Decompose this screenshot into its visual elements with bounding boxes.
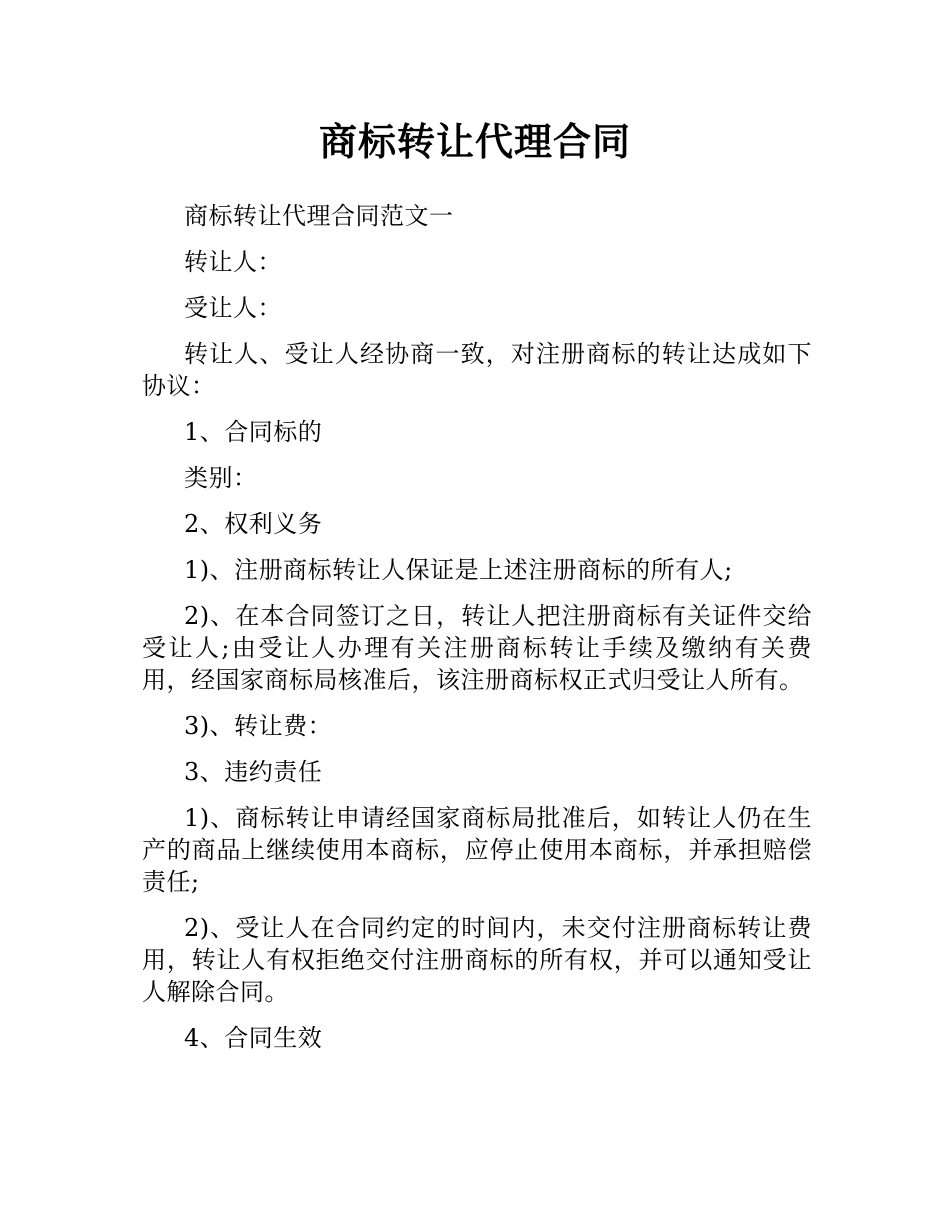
- section-heading-effective: 4、合同生效: [184, 1024, 323, 1052]
- section-heading-liability: 3、违约责任: [184, 758, 323, 786]
- document-title: 商标转让代理合同: [318, 120, 631, 164]
- paragraph-rights-3: 3)、转让费：: [184, 712, 333, 740]
- paragraph-agreement-intro: 转让人、受让人经协商一致，对注册商标的转让达成如下协议：: [142, 340, 812, 400]
- paragraph-category: 类别：: [184, 464, 258, 492]
- paragraph-liability-1: 1)、商标转让申请经国家商标局批准后，如转让人仍在生产的商品上继续使用本商标，应停止使用本商标，并承担赔偿责任;: [142, 804, 812, 896]
- document-body: [142, 200, 812, 1068]
- paragraph-rights-2: 2)、在本合同签订之日，转让人把注册商标有关证件交给受让人;由受让人办理有关注册商标转让手续及缴纳有关费用，经国家商标局核准后，该注册商标权正式归受让人所有。: [142, 602, 812, 694]
- paragraph-transferee: 受让人：: [184, 294, 282, 322]
- paragraph-transferor: 转让人：: [184, 248, 282, 276]
- section-heading-subject: 1、合同标的: [184, 418, 323, 446]
- paragraph-heading-sample: 商标转让代理合同范文一: [184, 202, 454, 230]
- paragraph-rights-1: 1)、注册商标转让人保证是上述注册商标的所有人;: [184, 556, 733, 584]
- paragraph-liability-2: 2)、受让人在合同约定的时间内，未交付注册商标转让费用，转让人有权拒绝交付注册商标的所有权，并可以通知受让人解除合同。: [142, 914, 812, 1006]
- section-heading-rights: 2、权利义务: [184, 510, 323, 538]
